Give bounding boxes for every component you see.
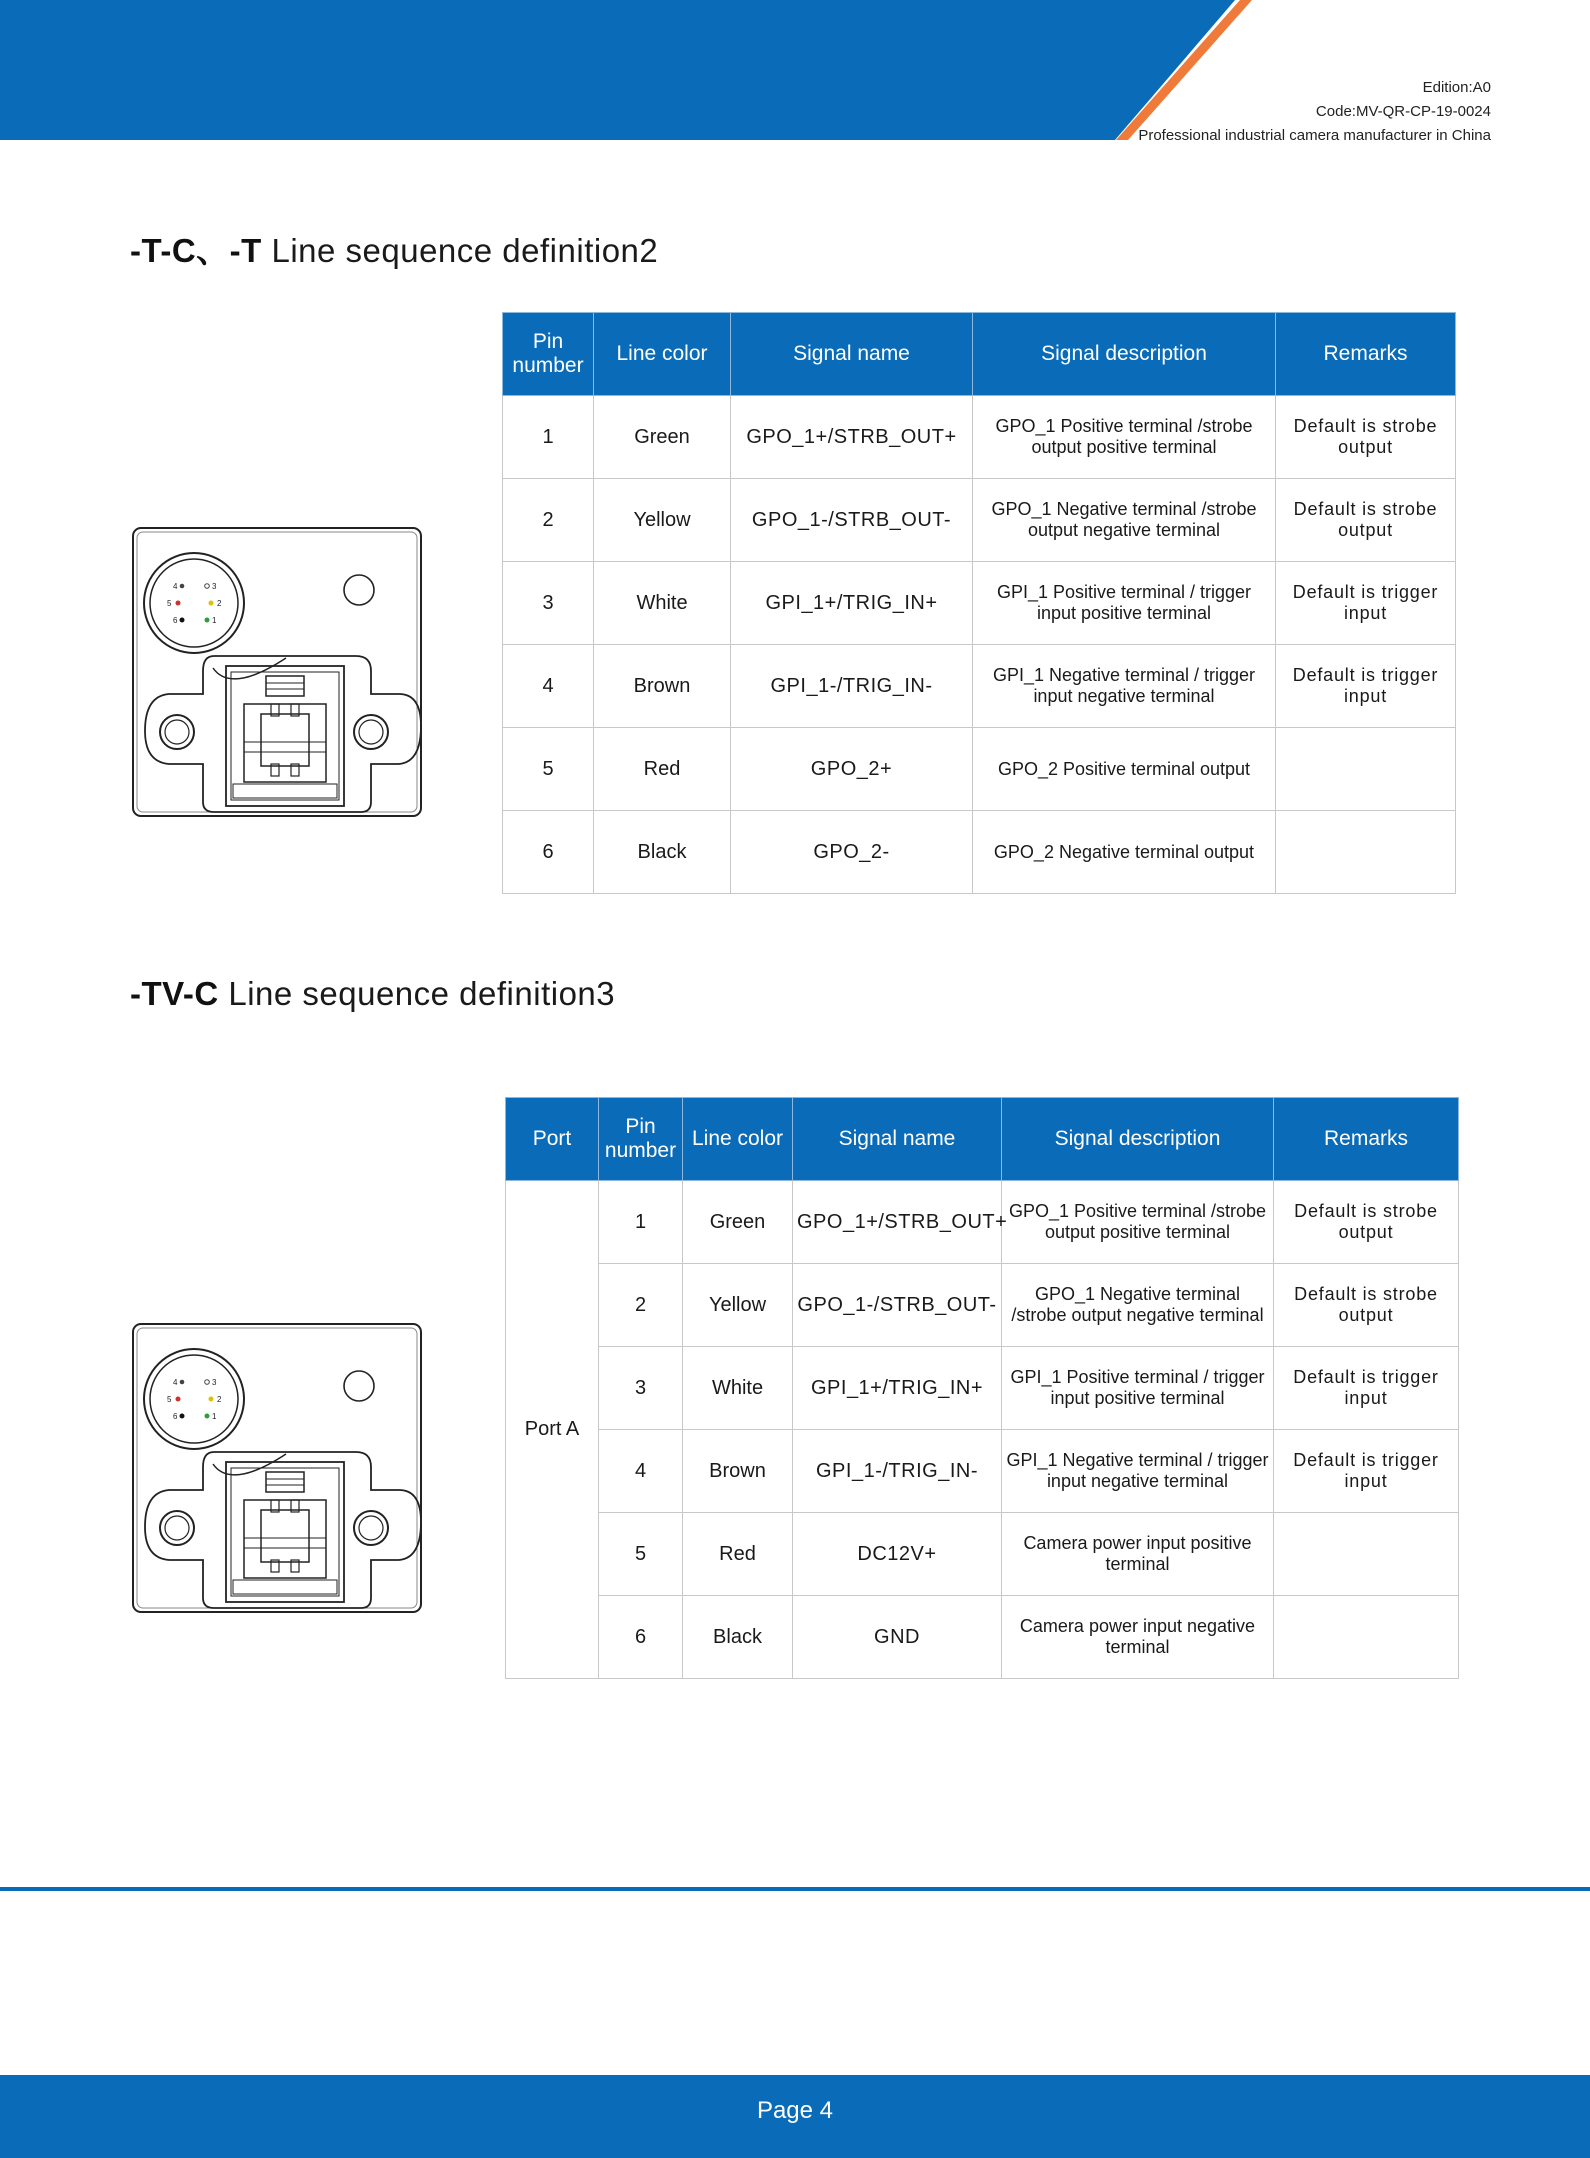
header-signal-description: Signal description (973, 313, 1276, 396)
pin-label-3: 3 (212, 582, 217, 591)
signal-description-cell: GPO_1 Positive terminal /strobe output positive terminal (1002, 1181, 1274, 1264)
signal-description-cell: GPO_2 Negative terminal output (973, 811, 1276, 894)
remarks-cell: Default is strobe output (1274, 1264, 1459, 1347)
table-header-row (503, 313, 1456, 396)
header-remarks: Remarks (1274, 1098, 1459, 1181)
remarks-cell (1276, 728, 1456, 811)
section2-title-text: Line sequence definition3 (218, 975, 616, 1012)
header-signal-description: Signal description (1002, 1098, 1274, 1181)
signal-name-cell: GPI_1+/TRIG_IN+ (731, 562, 973, 645)
pin-cell: 1 (599, 1181, 683, 1264)
table-row (503, 645, 1456, 728)
connector-drawing (131, 1322, 423, 1614)
signal-name-cell: GPO_1+/STRB_OUT+ (793, 1181, 1002, 1264)
section2-title (130, 975, 615, 1013)
table-row (503, 479, 1456, 562)
pin-label-6: 6 (173, 1412, 178, 1421)
table-row (506, 1430, 1459, 1513)
port-cell: Port A (506, 1181, 599, 1679)
signal-description-cell: GPO_1 Positive terminal /strobe output positive terminal (973, 396, 1276, 479)
pin-cell: 2 (599, 1264, 683, 1347)
remarks-cell: Default is strobe output (1276, 479, 1456, 562)
pin-cell: 6 (599, 1596, 683, 1679)
header-line-color: Line color (683, 1098, 793, 1181)
edition-text: Edition:A0 (1422, 79, 1491, 96)
line-color-cell: White (683, 1347, 793, 1430)
line-color-cell: Red (594, 728, 731, 811)
signal-name-cell: GPO_1+/STRB_OUT+ (731, 396, 973, 479)
table-row (506, 1513, 1459, 1596)
line-sequence-table-2 (505, 1097, 1459, 1679)
line-sequence-table-1 (502, 312, 1456, 894)
pin-label-2: 2 (217, 599, 222, 608)
remarks-cell: Default is strobe output (1276, 396, 1456, 479)
remarks-cell: Default is trigger input (1274, 1347, 1459, 1430)
pin-label-1: 1 (212, 616, 217, 625)
connector-drawing (131, 526, 423, 818)
line-color-cell: Yellow (594, 479, 731, 562)
pin-cell: 5 (599, 1513, 683, 1596)
pin-cell: 3 (503, 562, 594, 645)
pin-label-6: 6 (173, 616, 178, 625)
header-pin-number: Pin number (599, 1098, 683, 1181)
footer-divider (0, 1887, 1590, 1891)
section2-title-code: -TV-C (130, 975, 219, 1012)
remarks-cell (1276, 811, 1456, 894)
header-band (0, 0, 1590, 144)
line-color-cell: Red (683, 1513, 793, 1596)
line-color-cell: Black (683, 1596, 793, 1679)
table-row (506, 1264, 1459, 1347)
remarks-cell: Default is trigger input (1276, 562, 1456, 645)
table-header-row (506, 1098, 1459, 1181)
header-line-color: Line color (594, 313, 731, 396)
pin-label-4: 4 (173, 582, 178, 591)
signal-description-cell: Camera power input positive terminal (1002, 1513, 1274, 1596)
table-row (503, 562, 1456, 645)
pin-label-3: 3 (212, 1378, 217, 1387)
table-row (503, 396, 1456, 479)
section1-title-text: Line sequence definition2 (261, 232, 659, 269)
pin-label-2: 2 (217, 1395, 222, 1404)
signal-name-cell: GPO_2+ (731, 728, 973, 811)
remarks-cell: Default is trigger input (1276, 645, 1456, 728)
pin-cell: 3 (599, 1347, 683, 1430)
remarks-cell (1274, 1596, 1459, 1679)
signal-name-cell: GPI_1-/TRIG_IN- (731, 645, 973, 728)
table-row (503, 811, 1456, 894)
pin-label-5: 5 (167, 1395, 172, 1404)
remarks-cell: Default is trigger input (1274, 1430, 1459, 1513)
signal-description-cell: GPO_1 Negative terminal /strobe output negative terminal (1002, 1264, 1274, 1347)
pin-label-4: 4 (173, 1378, 178, 1387)
signal-name-cell: DC12V+ (793, 1513, 1002, 1596)
signal-description-cell: GPI_1 Positive terminal / trigger input positive terminal (973, 562, 1276, 645)
header-info (1138, 76, 1491, 148)
header-remarks: Remarks (1276, 313, 1456, 396)
signal-description-cell: GPO_1 Negative terminal /strobe output negative terminal (973, 479, 1276, 562)
line-color-cell: Black (594, 811, 731, 894)
signal-name-cell: GPO_1-/STRB_OUT- (793, 1264, 1002, 1347)
pin-cell: 2 (503, 479, 594, 562)
table-row (506, 1347, 1459, 1430)
signal-description-cell: GPI_1 Negative terminal / trigger input negative terminal (1002, 1430, 1274, 1513)
pin-cell: 4 (599, 1430, 683, 1513)
line-color-cell: Brown (594, 645, 731, 728)
signal-name-cell: GND (793, 1596, 1002, 1679)
page-number: Page 4 (756, 2097, 834, 2124)
signal-name-cell: GPO_1-/STRB_OUT- (731, 479, 973, 562)
line-color-cell: Green (683, 1181, 793, 1264)
line-color-cell: Yellow (683, 1264, 793, 1347)
remarks-cell (1274, 1513, 1459, 1596)
header-port: Port (506, 1098, 599, 1181)
signal-description-cell: GPO_2 Positive terminal output (973, 728, 1276, 811)
signal-description-cell: GPI_1 Positive terminal / trigger input positive terminal (1002, 1347, 1274, 1430)
line-color-cell: Brown (683, 1430, 793, 1513)
line-color-cell: Green (594, 396, 731, 479)
signal-description-cell: GPI_1 Negative terminal / trigger input negative terminal (973, 645, 1276, 728)
table-row (503, 728, 1456, 811)
header-signal-name: Signal name (793, 1098, 1002, 1181)
document-code: Code:MV-QR-CP-19-0024 (1315, 103, 1491, 120)
signal-name-cell: GPI_1+/TRIG_IN+ (793, 1347, 1002, 1430)
pin-label-1: 1 (212, 1412, 217, 1421)
section1-title-code: -T-C、-T (130, 232, 262, 269)
header-pin-number: Pin number (503, 313, 594, 396)
table-row (506, 1596, 1459, 1679)
table-row (506, 1181, 1459, 1264)
pin-label-5: 5 (167, 599, 172, 608)
section1-title (130, 225, 658, 272)
connector-pins (167, 1378, 222, 1421)
pin-cell: 4 (503, 645, 594, 728)
header-signal-name: Signal name (731, 313, 973, 396)
signal-name-cell: GPI_1-/TRIG_IN- (793, 1430, 1002, 1513)
connector-pins (167, 582, 222, 625)
company-tagline: Professional industrial camera manufacturer in China (1138, 127, 1491, 144)
pin-cell: 1 (503, 396, 594, 479)
signal-name-cell: GPO_2- (731, 811, 973, 894)
line-color-cell: White (594, 562, 731, 645)
pin-cell: 6 (503, 811, 594, 894)
pin-cell: 5 (503, 728, 594, 811)
remarks-cell: Default is strobe output (1274, 1181, 1459, 1264)
signal-description-cell: Camera power input negative terminal (1002, 1596, 1274, 1679)
